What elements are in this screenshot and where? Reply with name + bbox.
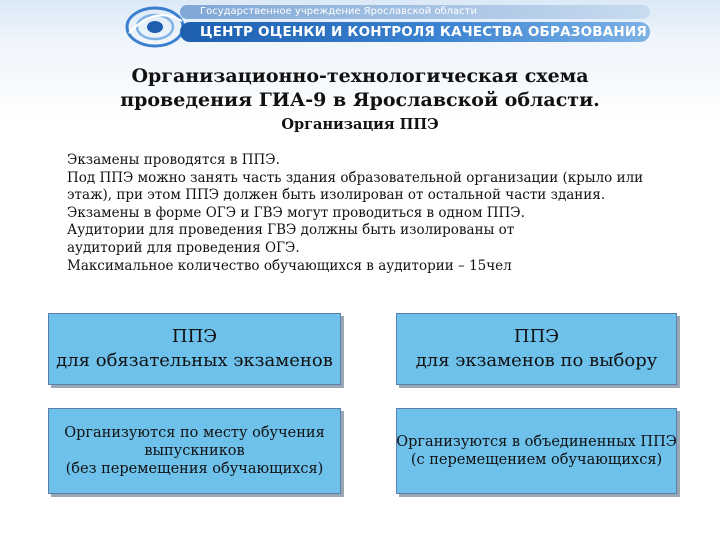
slide-subtitle: Организация ППЭ [281,116,439,133]
box-organized-in-merged-ppe [396,408,677,494]
slide-title [0,64,720,112]
box-line: для экзаменов по выбору [415,350,658,371]
box-organized-at-school [48,408,341,494]
paragraph-line: Экзамены проводятся в ППЭ. [67,152,280,168]
box-elective-exams [396,313,677,385]
paragraph-line: этаж), при этом ППЭ должен быть изолирован от остальной части здания. [67,187,606,204]
title-line-1: Организационно-технологическая схема [131,65,589,87]
globe-logo-icon [124,3,186,49]
paragraph-line: Экзамены в форме ОГЭ и ГВЭ могут проводиться в одном ППЭ. [67,204,525,221]
paragraph-line: Максимальное количество обучающихся в аудитории – 15чел [67,257,512,274]
body-paragraph [67,152,707,275]
paragraph-line: аудиторий для проведения ОГЭ. [67,239,300,256]
box-line: ППЭ [171,326,218,347]
box-line: Организуются в объединенных ППЭ [396,434,677,450]
box-line: (с перемещением обучающихся) [410,452,663,468]
org-name: Государственное учреждение Ярославской области [200,6,477,17]
paragraph-line: Аудитории для проведения ГВЭ должны быть изолированы от [67,222,515,239]
box-line: для обязательных экзаменов [56,350,333,371]
paragraph-line: Под ППЭ можно занять часть здания образовательной организации (крыло или [67,169,644,186]
center-name: ЦЕНТР ОЦЕНКИ И КОНТРОЛЯ КАЧЕСТВА ОБРАЗОВАНИЯ [200,24,647,40]
box-mandatory-exams [48,313,341,385]
box-line: ППЭ [513,326,560,347]
header-banner [0,0,720,52]
box-line: Организуются по месту обучения [64,425,325,441]
box-line: выпускников [144,443,245,459]
title-line-2: проведения ГИА-9 в Ярославской области. [120,89,600,111]
box-line: (без перемещения обучающихся) [65,461,324,477]
